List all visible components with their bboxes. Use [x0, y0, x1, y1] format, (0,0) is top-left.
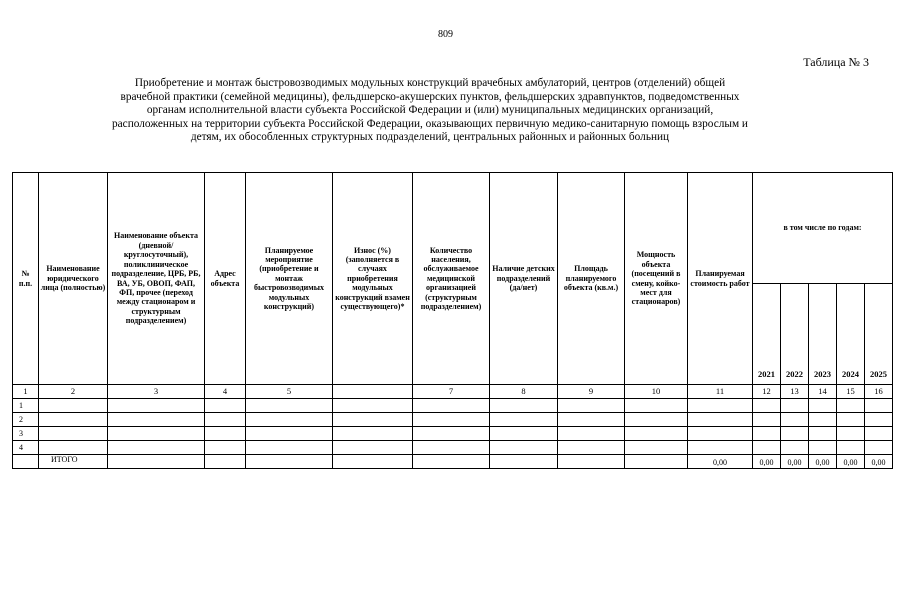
header-planned-cost: Планируемая стоимость работ	[688, 173, 753, 385]
column-number: 7	[413, 385, 490, 399]
total-row	[13, 455, 893, 469]
header-planned-activity: Планируемое мероприятие (приобретение и монтаж быстровозводимых модульных конструкций)	[246, 173, 333, 385]
column-number: 10	[625, 385, 688, 399]
header-year: 2024	[837, 284, 865, 385]
header-children-units: Наличие детских подразделений (да/нет)	[490, 173, 558, 385]
column-number: 11	[688, 385, 753, 399]
row-number: 2	[13, 413, 39, 427]
header-year: 2022	[781, 284, 809, 385]
table-label: Таблица № 3	[803, 55, 869, 69]
header-capacity: Мощность объекта (посещений в смену, койко-мест для стационаров)	[625, 173, 688, 385]
column-number: 16	[865, 385, 893, 399]
header-year: 2021	[753, 284, 781, 385]
header-object-name: Наименование объекта (дневной/круглосуточный), поликлиническое подразделение, ЦРБ, РБ, ВА, УБ, ОВОП, ФАП, ФП, прочее (переход между стационаром и структурным подразделением)	[108, 173, 205, 385]
row-number: 3	[13, 427, 39, 441]
table-title: Приобретение и монтаж быстровозводимых модульных конструкций врачебных амбулаторий, центров (отделений) общей врачебной практики (семейной медицины), фельдшерско-акушерских пунктов, фельдшерских здравпунктов, подведомственных органам исполнительной власти субъекта Российской Федерации и (или) муниципальных медицинских организаций, расположенных на территории субъекта Российской Федерации, оказывающих первичную медико-санитарную помощь взрослым и детям, их обособленных структурных подразделений, центральных районных и районных больниц	[112, 77, 748, 144]
header-wear: Износ (%) (заполняется в случаях приобретения модульных конструкций взамен существующего)*	[333, 173, 413, 385]
header-area: Площадь планируемого объекта (кв.м.)	[558, 173, 625, 385]
table-row	[13, 441, 893, 455]
header-years-group: в том числе по годам:	[753, 173, 893, 284]
column-number-row	[13, 385, 893, 399]
column-number	[333, 385, 413, 399]
table-row	[13, 427, 893, 441]
header-population: Количество населения, обслуживаемое медицинской организацией (структурным подразделением)	[413, 173, 490, 385]
total-label: ИТОГО	[39, 455, 108, 469]
column-number: 3	[108, 385, 205, 399]
page-number: 809	[438, 29, 453, 40]
row-number: 4	[13, 441, 39, 455]
column-number: 15	[837, 385, 865, 399]
table-row	[13, 399, 893, 413]
column-number: 13	[781, 385, 809, 399]
header-address: Адрес объекта	[205, 173, 246, 385]
column-number: 14	[809, 385, 837, 399]
column-number: 9	[558, 385, 625, 399]
total-cost: 0,00	[688, 455, 753, 469]
header-year: 2023	[809, 284, 837, 385]
column-number: 8	[490, 385, 558, 399]
row-number: 1	[13, 399, 39, 413]
total-year-value: 0,00	[781, 455, 809, 469]
total-year-value: 0,00	[753, 455, 781, 469]
header-year: 2025	[865, 284, 893, 385]
data-table	[12, 172, 893, 469]
column-number: 2	[39, 385, 108, 399]
column-number: 1	[13, 385, 39, 399]
table-row	[13, 413, 893, 427]
column-number: 5	[246, 385, 333, 399]
header-number: № п.п.	[13, 173, 39, 385]
total-year-value: 0,00	[809, 455, 837, 469]
column-number: 12	[753, 385, 781, 399]
total-year-value: 0,00	[837, 455, 865, 469]
total-year-value: 0,00	[865, 455, 893, 469]
header-legal-entity: Наименование юридического лица (полностью)	[39, 173, 108, 385]
column-number: 4	[205, 385, 246, 399]
